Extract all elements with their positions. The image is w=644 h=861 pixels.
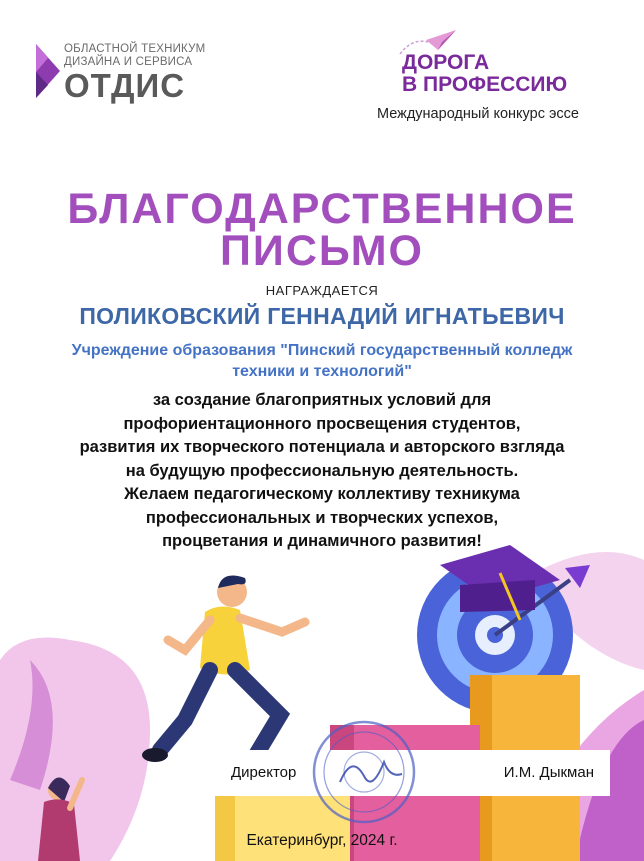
runner-shoe-back (142, 748, 168, 762)
cap-base (460, 580, 535, 612)
awarded-label: НАГРАЖДАЕТСЯ (265, 283, 379, 298)
woman-body (38, 799, 80, 861)
runner-arm-front (240, 618, 305, 632)
organization (0, 340, 644, 382)
certificate-title-line2: ПИСЬМО (220, 227, 424, 275)
otdis-logo-name: ОТДИС (64, 67, 186, 104)
gratitude-line: профессиональных и творческих успехов, (145, 508, 499, 527)
city-year: Екатеринбург, 2024 г. (246, 832, 398, 849)
otdis-logo-mark-icon (34, 42, 62, 100)
contest-title-line1: ДОРОГА (402, 51, 490, 74)
signature-role: Директор (231, 764, 297, 781)
gratitude-line: Желаем педагогическому коллективу техникума (124, 485, 520, 503)
gratitude-line: процветания и динамичного развития! (162, 532, 482, 550)
organization-line: техники и технологий" (232, 363, 412, 380)
signature-name: И.М. Дыкман (503, 764, 594, 781)
recipient-name: ПОЛИКОВСКИЙ ГЕННАДИЙ ИГНАТЬЕВИЧ (79, 303, 565, 329)
otdis-logo (34, 42, 214, 106)
certificate-title-line1: БЛАГОДАРСТВЕННОЕ (67, 185, 577, 233)
contest-subtitle: Международный конкурс эссе (377, 106, 579, 122)
contest-title-line2: В ПРОФЕССИЮ (402, 73, 568, 96)
gratitude-line: развития их творческого потенциала и авторского взгляда (79, 438, 565, 456)
organization-line: Учреждение образования "Пинский государственный колледж (71, 342, 573, 359)
gratitude-line: профориентационного просвещения студентов, (123, 414, 521, 433)
official-stamp-icon (310, 718, 418, 826)
contest-logo (378, 28, 628, 128)
gratitude-line: на будущую профессиональную деятельность. (125, 461, 519, 480)
runner-leg-back (160, 670, 210, 750)
gratitude-text (0, 389, 644, 554)
otdis-logo-line2: ДИЗАЙНА И СЕРВИСА (64, 56, 193, 68)
otdis-logo-line1: ОБЛАСТНОЙ ТЕХНИКУМ (64, 43, 206, 55)
gratitude-line: за создание благоприятных условий для (152, 391, 492, 409)
